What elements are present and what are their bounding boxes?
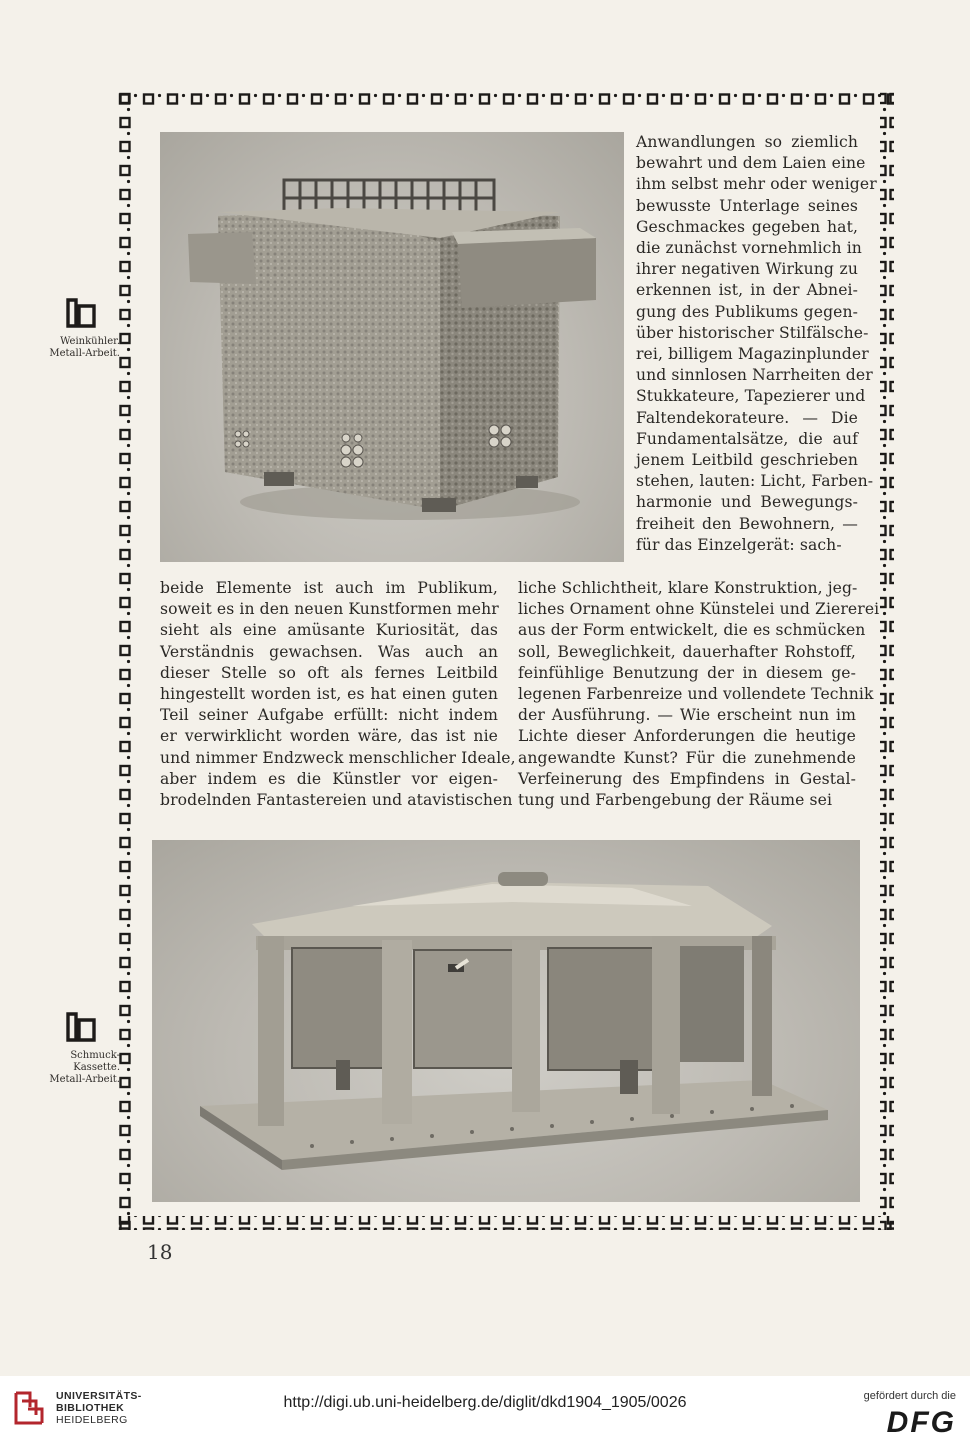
text-line: beide Elemente ist auch im Publikum, — [160, 579, 498, 597]
viewer-footer — [0, 1376, 970, 1444]
text-line: bewusste Unterlage seines — [636, 196, 858, 215]
text-line: stehen, lauten: Licht, Farben- — [636, 472, 874, 491]
text-line: Fundamentalsätze, die auf — [636, 429, 858, 448]
square-bracket-ornament-icon — [66, 1012, 96, 1042]
text-line: Lichte dieser Anforderungen die heutige — [518, 727, 856, 746]
text-line: Verständnis gewachsen. Was auch an — [160, 642, 498, 661]
text-line: brodelnden Fantastereien und atavistischen — [160, 791, 513, 810]
text-line: Faltendekorateure. — Die — [636, 408, 858, 427]
text-line: hingestellt worden ist, es hat einen guten — [160, 685, 498, 704]
text-line: der Ausführung. — Wie erscheint nun im — [518, 706, 856, 725]
text-line: für das Einzelgerät: sach- — [636, 535, 842, 554]
text-line: und sinnlosen Narrheiten der — [636, 366, 873, 385]
text-line: über historischer Stilfälsche- — [636, 323, 869, 342]
text-line: rei, billigem Magazinplunder — [636, 345, 869, 364]
text-left-column — [160, 578, 516, 811]
text-line: angewandte Kunst? Für die zunehmende — [518, 748, 856, 767]
text-line: liches Ornament ohne Künstelei und Ziererei — [518, 600, 880, 619]
library-name[interactable]: UNIVERSITÄTS- BIBLIOTHEK HEIDELBERG — [56, 1390, 142, 1426]
text-line: jenem Leitbild geschrieben — [636, 451, 858, 470]
caption-wine-cooler: Weinkühler. Metall-Arbeit. — [49, 336, 120, 359]
permalink-url[interactable]: http://digi.ub.uni-heidelberg.de/diglit/dkd1904_1905/0026 — [283, 1394, 687, 1411]
page-number: 18 — [147, 1240, 173, 1264]
text-line: Stukkateure, Tapezierer und — [636, 387, 866, 406]
text-line: sieht als eine amüsante Kuriosität, das — [160, 621, 498, 640]
text-line: soll, Beweglichkeit, dauerhafter Rohstoff, — [518, 642, 856, 661]
text-line: soweit es in den neuen Kunstformen mehr — [160, 600, 499, 619]
funding-note: gefördert durch die — [863, 1390, 956, 1402]
text-line: die zunächst vornehmlich in — [636, 239, 862, 258]
text-line: gung des Publikums gegen- — [636, 302, 858, 321]
text-line: er verwirklicht worden wäre, das ist nie — [160, 727, 498, 746]
text-line: bewahrt und dem Laien eine — [636, 154, 866, 173]
text-line: feinfühlige Benutzung der in diesem ge- — [518, 663, 856, 682]
text-line: ihrer negativen Wirkung zu — [636, 260, 858, 279]
text-middle-column — [518, 578, 880, 811]
text-line: und nimmer Endzweck menschlicher Ideale, — [160, 748, 516, 767]
text-line: freiheit den Bewohnern, — — [636, 514, 858, 533]
text-line: liche Schlichtheit, klare Konstruktion, jeg- — [518, 579, 858, 597]
square-bracket-ornament-icon — [66, 298, 96, 328]
dfg-logo[interactable]: DFG — [886, 1406, 956, 1439]
text-line: aus der Form entwickelt, die es schmücken — [518, 621, 866, 640]
caption-jewellery-casket: Schmuck- Kassette. Metall-Arbeit. — [49, 1050, 120, 1085]
photo-jewellery-casket — [152, 840, 860, 1202]
text-line: Teil seiner Aufgabe erfüllt: nicht indem — [160, 706, 498, 725]
text-line: erkennen ist, in der Abnei- — [636, 281, 858, 300]
text-line: aber indem es die Künstler vor eigen- — [160, 769, 498, 788]
text-line: ihm selbst mehr oder weniger — [636, 175, 877, 194]
photo-wine-cooler — [160, 132, 624, 562]
text-line: Verfeinerung des Empfindens in Gestal- — [518, 769, 856, 788]
text-line: Anwandlungen so ziemlich — [636, 133, 858, 151]
text-line: dieser Stelle so oft als fernes Leitbild — [160, 663, 498, 682]
text-line: legenen Farbenreize und vollendete Technik — [518, 685, 874, 704]
text-line: harmonie und Bewegungs- — [636, 493, 858, 512]
text-right-column — [636, 132, 877, 556]
text-line: tung und Farbengebung der Räume sei — [518, 791, 833, 810]
text-line: Geschmackes gegeben hat, — [636, 217, 858, 236]
